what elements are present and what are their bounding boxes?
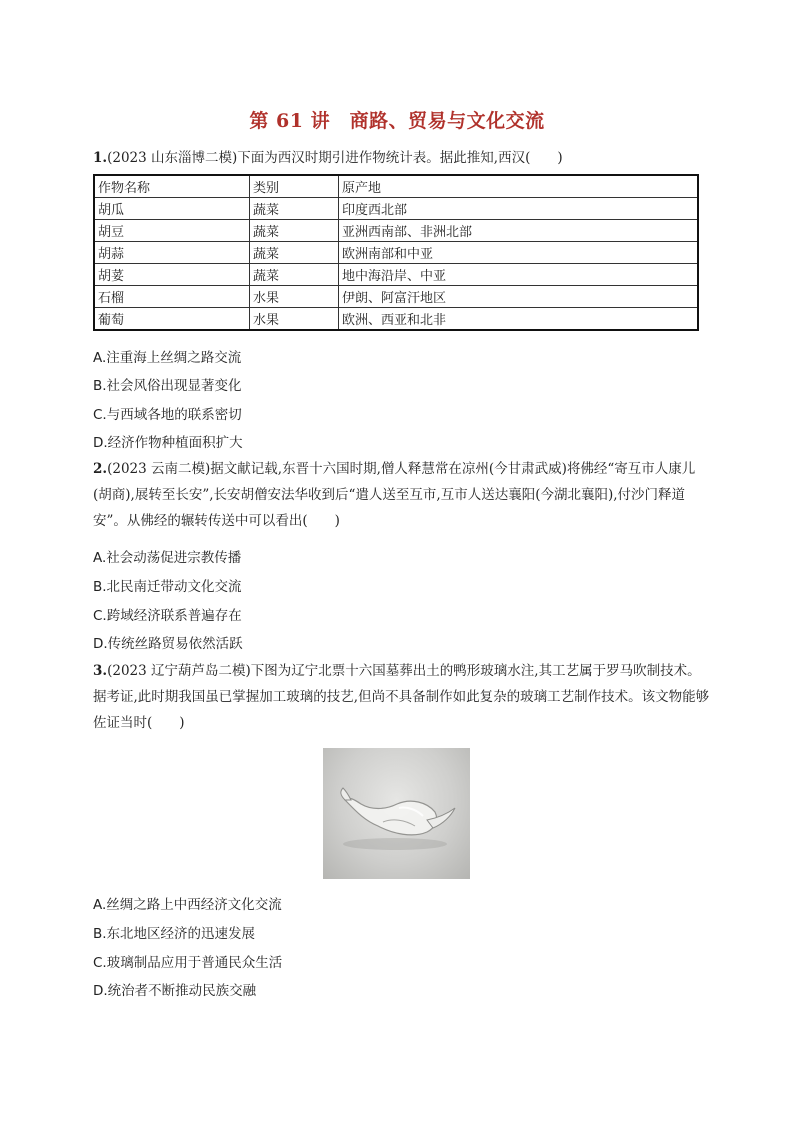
table-cell: 印度西北部 [339, 198, 699, 220]
table-cell: 欧洲、西亚和北非 [339, 308, 699, 331]
table-cell: 胡蒜 [94, 242, 250, 264]
option-c[interactable]: C.玻璃制品应用于普通民众生活 [93, 955, 283, 971]
table-row [94, 264, 698, 286]
table-cell: 伊朗、阿富汗地区 [339, 286, 699, 308]
table-row [94, 220, 698, 242]
question-number: 3. [93, 663, 108, 679]
question-3 [93, 658, 713, 736]
table-cell: 蔬菜 [250, 242, 339, 264]
question-text: (2023 山东淄博二模)下面为西汉时期引进作物统计表。据此推知,西汉( ) [107, 150, 563, 166]
option-a[interactable]: A.丝绸之路上中西经济文化交流 [93, 897, 282, 913]
option-d[interactable]: D.经济作物种植面积扩大 [93, 435, 243, 451]
table-cell: 胡豆 [94, 220, 250, 242]
crop-table [93, 174, 699, 331]
table-cell: 蔬菜 [250, 220, 339, 242]
table-header-row [94, 175, 698, 198]
table-cell: 亚洲西南部、非洲北部 [339, 220, 699, 242]
table-row [94, 286, 698, 308]
option-d[interactable]: D.统治者不断推动民族交融 [93, 983, 257, 999]
table-cell: 蔬菜 [250, 264, 339, 286]
question-1 [93, 145, 713, 171]
duck-shaped-glass-vessel-photo [323, 748, 470, 879]
question-2 [93, 456, 713, 534]
table-cell: 水果 [250, 308, 339, 331]
question-number: 1. [93, 150, 108, 166]
option-a[interactable]: A.注重海上丝绸之路交流 [93, 350, 242, 366]
table-cell: 水果 [250, 286, 339, 308]
table-cell: 胡瓜 [94, 198, 250, 220]
table-header: 作物名称 [94, 175, 250, 198]
option-a[interactable]: A.社会动荡促进宗教传播 [93, 550, 242, 566]
table-cell: 葡萄 [94, 308, 250, 331]
table-row [94, 198, 698, 220]
table-row [94, 308, 698, 331]
option-c[interactable]: C.跨域经济联系普遍存在 [93, 608, 242, 624]
option-c[interactable]: C.与西域各地的联系密切 [93, 407, 242, 423]
table-cell: 石榴 [94, 286, 250, 308]
table-cell: 地中海沿岸、中亚 [339, 264, 699, 286]
table-row [94, 242, 698, 264]
table-cell: 胡荽 [94, 264, 250, 286]
option-b[interactable]: B.北民南迁带动文化交流 [93, 579, 242, 595]
glass-vessel-illustration [323, 748, 470, 879]
table-header: 原产地 [339, 175, 699, 198]
option-b[interactable]: B.东北地区经济的迅速发展 [93, 926, 256, 942]
table-cell: 蔬菜 [250, 198, 339, 220]
table-header: 类别 [250, 175, 339, 198]
question-text: (2023 辽宁葫芦岛二模)下图为辽宁北票十六国墓葬出土的鸭形玻璃水注,其工艺属于罗马吹制技术。据考证,此时期我国虽已掌握加工玻璃的技艺,但尚不具备制作如此复杂的玻璃工艺制作技术。该文物能够佐证当时( ) [93, 663, 710, 731]
question-number: 2. [93, 461, 108, 477]
table-cell: 欧洲南部和中亚 [339, 242, 699, 264]
option-d[interactable]: D.传统丝路贸易依然活跃 [93, 636, 243, 652]
option-b[interactable]: B.社会风俗出现显著变化 [93, 378, 242, 394]
question-text: (2023 云南二模)据文献记载,东晋十六国时期,僧人释慧常在凉州(今甘肃武威)将佛经“寄互市人康儿(胡商),展转至长安”,长安胡僧安法华收到后“遣人送至互市,互市人送达襄阳(今湖北襄阳),付沙门释道安”。从佛经的辗转传送中可以看出( ) [93, 461, 696, 529]
page-title: 第 61 讲 商路、贸易与文化交流 [249, 110, 545, 132]
